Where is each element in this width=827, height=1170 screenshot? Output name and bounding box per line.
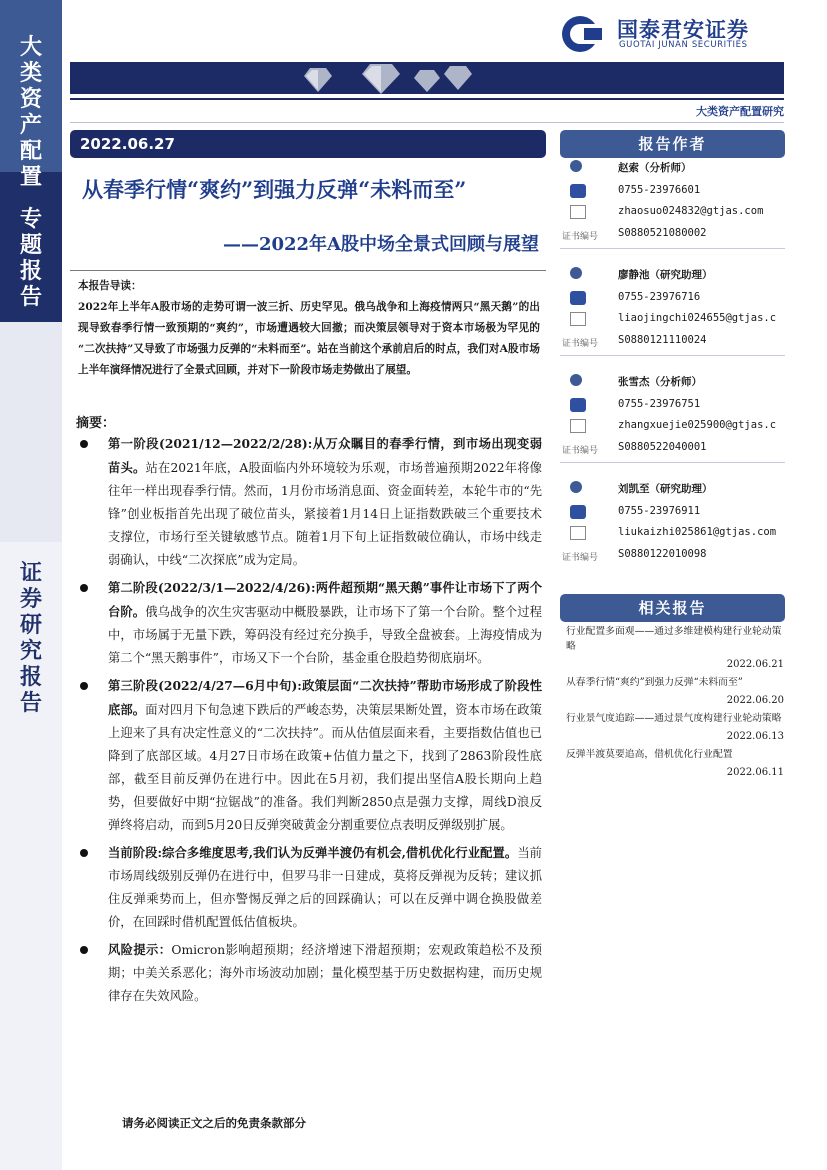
authors-heading: 报告作者: [560, 130, 785, 158]
author-divider: [560, 462, 785, 463]
mail-icon: [570, 205, 586, 219]
header-banner: [70, 62, 784, 94]
cert-label: 证书编号: [562, 553, 599, 563]
related-report-date: 2022.06.13: [726, 731, 784, 742]
cert-label: 证书编号: [562, 446, 599, 456]
person-icon: [570, 160, 582, 172]
author-phone: 0755-23976601: [618, 184, 701, 196]
bullet-icon: [80, 946, 88, 954]
author-cert: S0880522040001: [618, 441, 707, 453]
list-item: [80, 576, 542, 670]
bullet-icon: [80, 440, 88, 448]
related-report-item[interactable]: [566, 711, 784, 744]
person-icon: [570, 481, 582, 493]
sidebar-report-type-label: 专 题 报 告: [19, 206, 42, 310]
date-bar: [70, 130, 546, 158]
list-item: [80, 841, 542, 934]
bullet-text: 站在2021年底，A股面临内外环境较为乐观，市场普遍预期2022年将像往年一样出现春季行情。然而，1月份市场消息面、资金面转差，本轮牛市的“先锋”创业板指首先出现了破位苗头，紧接着1月14日上证指数跌破三个重要技术支撑位，市场行至关键敏感节点。随着1月下旬上证指数破位确认，市场中线走弱确认，中线“二次探底”成为定局。: [108, 461, 542, 567]
left-sidebar: [0, 0, 62, 1170]
author-phone: 0755-23976751: [618, 398, 701, 410]
bullet-icon: [80, 682, 88, 690]
author-email[interactable]: zhaosuo024832@gtjas.com: [618, 205, 764, 217]
phone-icon: [570, 505, 586, 519]
report-title: 从春季行情“爽约”到强力反弹“未料而至”: [82, 177, 467, 202]
author-email[interactable]: zhangxuejie025900@gtjas.c: [618, 419, 777, 431]
person-icon: [570, 267, 582, 279]
related-report-title[interactable]: 反弹半渡莫要追高，借机优化行业配置: [566, 749, 733, 760]
phone-icon: [570, 291, 586, 305]
author-name: 刘凯至（研究助理）: [618, 483, 713, 495]
department-label: 大类资产配置研究: [696, 105, 784, 118]
bullet-text: 俄乌战争的次生灾害驱动中概股暴跌，让市场下了第一个台阶。整个过程中，市场属于无量下跌，筹码没有经过充分换手，导致全盘被套。上海疫情成为第二个“黑天鹅事件”，市场又下一个台阶，基金重仓股趋势彻底崩坏。: [108, 605, 542, 665]
author-cert: S0880122010098: [618, 548, 707, 560]
sidebar-category-label: 大 类 资 产 配 置: [19, 34, 42, 190]
author-divider: [560, 248, 785, 249]
list-item: [80, 938, 542, 1008]
header-rule: [70, 98, 784, 100]
bullet-text: Omicron影响超预期；经济增速下滑超预期；宏观政策趋松不及预期；中美关系恶化；海外市场波动加剧；量化模型基于历史数据构建，而历史规律存在失效风险。: [108, 943, 542, 1003]
report-subtitle: ——2022年A股中场全景式回顾与展望: [222, 234, 539, 255]
author-name: 张雪杰（分析师）: [618, 376, 702, 388]
abstract-heading: 摘要：: [76, 416, 116, 431]
diamonds-decoration-icon: [70, 62, 784, 94]
related-report-title[interactable]: 从春季行情“爽约”到强力反弹“未料而至”: [566, 677, 743, 688]
department-rule: [70, 122, 784, 123]
bullet-lead: 第一阶段(2021/12—2022/2/28):从万众瞩目的春季行情，到市场出现变弱苗头。: [108, 436, 542, 475]
author-email[interactable]: liukaizhi025861@gtjas.com: [618, 526, 777, 538]
sidebar-low-block: [0, 322, 62, 542]
title-divider: [70, 270, 546, 271]
bullet-lead: 当前阶段:综合多维度思考,我们认为反弹半渡仍有机会,借机优化行业配置。: [108, 845, 518, 860]
mail-icon: [570, 419, 586, 433]
list-item: [80, 674, 542, 837]
related-report-title[interactable]: 行业配置多面观——通过多维建模构建行业轮动策略: [566, 626, 782, 652]
author-email[interactable]: liaojingchi024655@gtjas.c: [618, 312, 777, 324]
report-guide: [78, 276, 540, 381]
related-report-title[interactable]: 行业景气度追踪——通过景气度构建行业轮动策略: [566, 713, 782, 724]
disclaimer-note: 请务必阅读正文之后的免责条款部分: [122, 1116, 306, 1130]
related-reports-heading: 相关报告: [560, 594, 785, 622]
author-name: 廖静池（研究助理）: [618, 269, 713, 281]
author-card: [560, 158, 785, 265]
bullet-lead: 第二阶段(2022/3/1—2022/4/26):两件超预期“黑天鹅”事件让市场下了两个台阶。: [108, 580, 542, 619]
bullet-lead: 风险提示：: [108, 942, 172, 957]
related-report-date: 2022.06.11: [726, 767, 784, 778]
related-report-date: 2022.06.21: [726, 659, 784, 670]
author-card: [560, 265, 785, 372]
related-report-item[interactable]: [566, 624, 784, 672]
related-reports-list: [566, 624, 784, 783]
mail-icon: [570, 526, 586, 540]
authors-list: [560, 158, 785, 586]
report-date: 2022.06.27: [80, 135, 175, 153]
bullet-text: 当前市场周线级别反弹仍在进行中，但罗马非一日建成，莫将反弹视为反转；建议抓住反弹乘势而上，但亦警惕反弹之后的回踩确认；可以在反弹中调仓换股做差价，在回踩时借机配置低估值板块。: [108, 846, 542, 929]
bullet-icon: [80, 584, 88, 592]
related-report-item[interactable]: [566, 747, 784, 780]
logo-english-name: GUOTAI JUNAN SECURITIES: [619, 40, 748, 50]
person-icon: [570, 374, 582, 386]
cert-label: 证书编号: [562, 232, 599, 242]
sidebar-research-label: 证 券 研 究 报 告: [19, 560, 42, 716]
author-divider: [560, 355, 785, 356]
author-phone: 0755-23976911: [618, 505, 701, 517]
guide-text: 2022年上半年A股市场的走势可谓一波三折、历史罕见。俄乌战争和上海疫情两只“黑天鹅”的出现导致春季行情一致预期的“爽约”，市场遭遇较大回撤；而决策层领导对于资本市场极为罕见的 “二次扶持”又导致了市场强力反弹的“未料而至”。站在当前这个承前启后的时点，我们对A股市场上半年演绎情况进行了全景式回顾，并对下一阶段市场走势做出了展望。: [78, 301, 540, 376]
author-cert: S0880521080002: [618, 227, 707, 239]
list-item: [80, 432, 542, 572]
author-phone: 0755-23976716: [618, 291, 701, 303]
bullet-lead: 第三阶段(2022/4/27—6月中旬):政策层面“二次扶持”帮助市场形成了阶段性底部。: [108, 678, 542, 717]
phone-icon: [570, 184, 586, 198]
abstract-bullets: [80, 432, 542, 1012]
related-report-date: 2022.06.20: [726, 695, 784, 706]
bullet-text: 面对四月下旬急速下跌后的严峻态势，决策层果断处置，资本市场在政策上迎来了具有决定性意义的“二次扶持”。而从估值层面来看，主要指数估值也已降到了底部区域。4月27日市场在政策+估值力量之下，找到了2863阶段性底部，截至目前反弹仍在进行中。因此在5月初，我们提出坚信A股长期向上趋势，但要做好中期“拉锯战”的准备。我们判断2850点是强力支撑，周线D浪反弹终将启动，而到5月20日反弹突破黄金分割重要位点表明反弹级别扩展。: [108, 703, 542, 832]
mail-icon: [570, 312, 586, 326]
author-name: 赵索（分析师）: [618, 162, 692, 174]
author-card: [560, 372, 785, 479]
company-logo: [560, 12, 790, 56]
author-card: [560, 479, 785, 586]
related-report-item[interactable]: [566, 675, 784, 708]
cert-label: 证书编号: [562, 339, 599, 349]
bullet-icon: [80, 849, 88, 857]
logo-mark-icon: [560, 14, 610, 54]
phone-icon: [570, 398, 586, 412]
guide-heading: 本报告导读：: [78, 280, 142, 292]
author-cert: S0880121110024: [618, 334, 707, 346]
logo-chinese-name: 国泰君安证券: [617, 18, 749, 42]
